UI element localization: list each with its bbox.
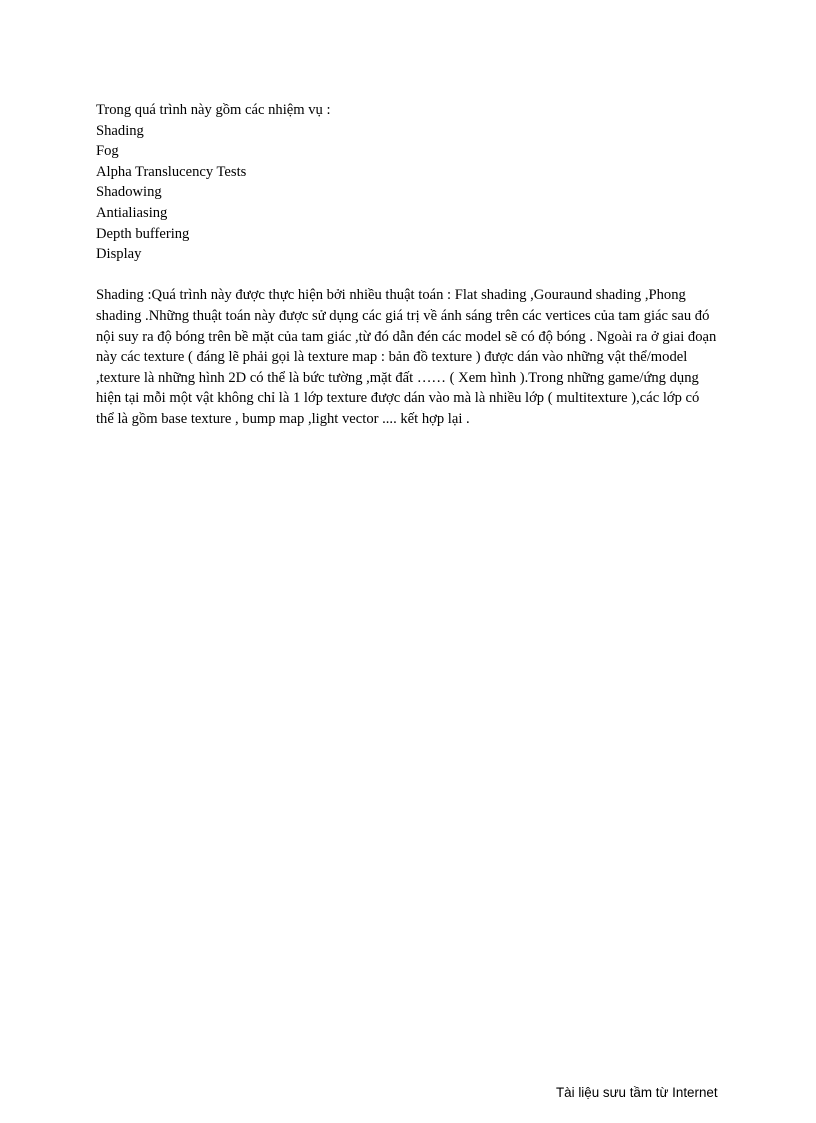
document-body: [96, 100, 720, 430]
task-item: Display: [96, 246, 142, 263]
paragraph-line: nội suy ra độ bóng trên bề mặt của tam giác ,từ đó dẫn đén các model sẽ có độ bóng . Ngoài ra ở giai đoạn: [96, 328, 717, 345]
paragraph-spacer: [96, 265, 720, 286]
task-item: Fog: [96, 143, 119, 160]
page-footer: Tài liệu sưu tầm từ Internet: [556, 1085, 718, 1100]
task-list: [96, 121, 720, 265]
task-item: Shading: [96, 122, 144, 139]
paragraph-line: thể là gồm base texture , bump map ,light vector .... kết hợp lại .: [96, 410, 470, 427]
task-item: Alpha Translucency Tests: [96, 163, 247, 180]
shading-paragraph: [96, 285, 720, 429]
paragraph-line: này các texture ( đáng lẽ phải gọi là texture map : bản đồ texture ) được dán vào những vật thể/model: [96, 349, 688, 366]
task-item: Antialiasing: [96, 204, 168, 221]
intro-line: Trong quá trình này gồm các nhiệm vụ :: [96, 102, 331, 118]
task-item: Shadowing: [96, 184, 162, 201]
paragraph-line: hiện tại mỗi một vật không chỉ là 1 lớp texture được dán vào mà là nhiều lớp ( multitexture ),các lớp có: [96, 390, 700, 407]
paragraph-line: shading .Những thuật toán này được sử dụng các giá trị về ánh sáng trên các vertices của tam giác sau đó: [96, 307, 710, 324]
paragraph-line: Shading :Quá trình này được thực hiện bởi nhiều thuật toán : Flat shading ,Gouraund shading ,Phong: [96, 287, 686, 304]
task-item: Depth buffering: [96, 225, 190, 242]
paragraph-line: ,texture là những hình 2D có thể là bức tường ,mặt đất …… ( Xem hình ).Trong những game/ứng dụng: [96, 369, 699, 386]
